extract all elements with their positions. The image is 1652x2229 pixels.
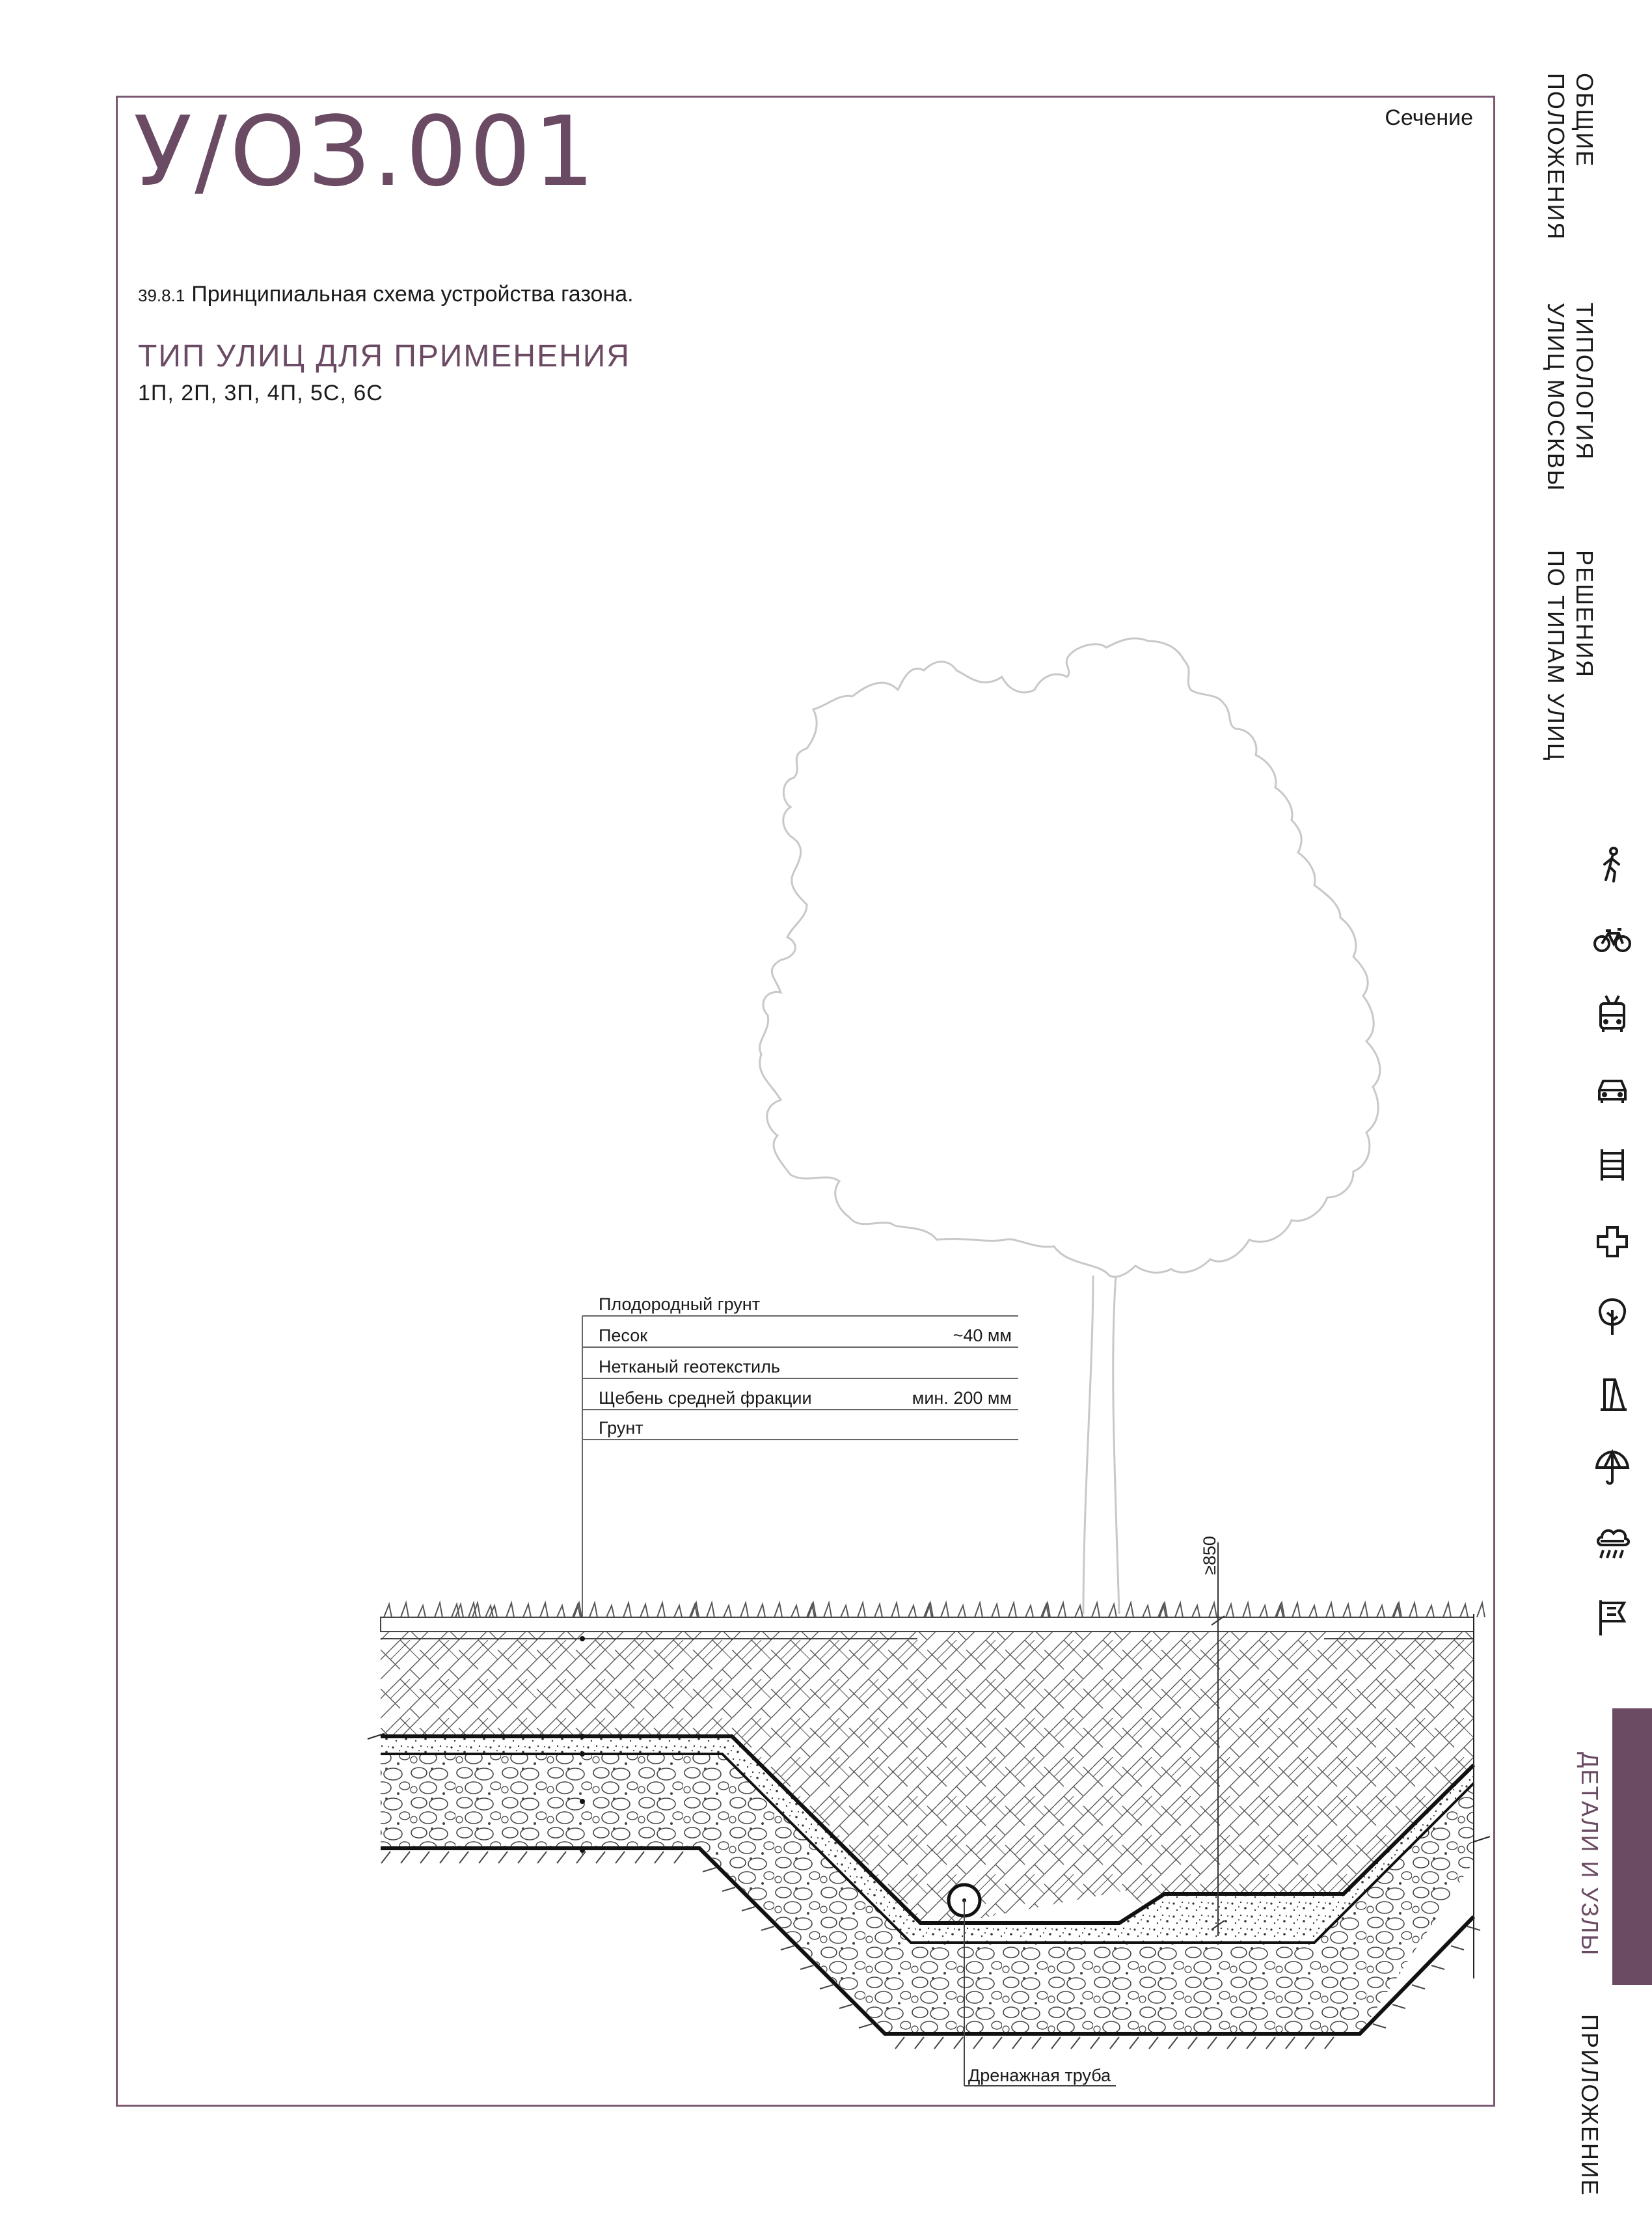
nav-street-typology[interactable] bbox=[1541, 303, 1599, 492]
nav-label-line: ПРИЛОЖЕНИЕ bbox=[1577, 2014, 1603, 2196]
layer-label: Грунт bbox=[599, 1418, 643, 1438]
caption-text: Принципиальная схема устройства газона. bbox=[191, 282, 634, 307]
layer-label: Щебень средней фракции bbox=[599, 1388, 812, 1408]
lamp-icon[interactable] bbox=[1593, 1373, 1632, 1412]
nav-label-line: ПОЛОЖЕНИЯ bbox=[1543, 73, 1569, 241]
document-code: У/ОЗ.001 bbox=[133, 96, 597, 208]
trolleybus-icon[interactable] bbox=[1593, 994, 1632, 1033]
rain-cloud-icon[interactable] bbox=[1593, 1523, 1632, 1562]
caption-number: 39.8.1 bbox=[138, 286, 185, 305]
pedestrian-icon[interactable] bbox=[1593, 845, 1632, 884]
depth-label: ≥850 bbox=[1200, 1536, 1219, 1575]
nav-label-line: ОБЩИЕ bbox=[1571, 73, 1598, 168]
first-aid-icon[interactable] bbox=[1593, 1222, 1632, 1261]
bicycle-icon[interactable] bbox=[1593, 919, 1632, 958]
nav-label-line: ТИПОЛОГИЯ bbox=[1571, 303, 1598, 461]
nav-street-type-solutions[interactable] bbox=[1541, 550, 1599, 761]
layer-label: Песок bbox=[599, 1326, 648, 1345]
car-icon[interactable] bbox=[1593, 1071, 1632, 1110]
umbrella-icon[interactable] bbox=[1593, 1448, 1632, 1487]
street-types-title: ТИП УЛИЦ ДЛЯ ПРИМЕНЕНИЯ bbox=[138, 339, 630, 374]
nav-general-provisions[interactable] bbox=[1541, 73, 1599, 240]
nav-details-nodes[interactable] bbox=[1575, 1752, 1604, 1956]
crosswalk-icon[interactable] bbox=[1593, 1147, 1632, 1186]
street-types-list: 1П, 2П, 3П, 4П, 5С, 6С bbox=[138, 381, 383, 405]
nav-label-line: ДЕТАЛИ И УЗЛЫ bbox=[1577, 1752, 1603, 1957]
nav-label-line: ПО ТИПАМ УЛИЦ bbox=[1543, 550, 1569, 762]
nav-appendix[interactable] bbox=[1575, 2014, 1604, 2196]
nav-active-marker bbox=[1612, 1708, 1652, 1985]
layer-thickness: ~40 мм bbox=[953, 1326, 1012, 1345]
layer-label: Нетканый геотекстиль bbox=[599, 1357, 780, 1376]
nav-label-line: УЛИЦ МОСКВЫ bbox=[1543, 303, 1569, 492]
tree-icon[interactable] bbox=[1593, 1297, 1632, 1336]
section-label: Сечение bbox=[1385, 105, 1473, 130]
layer-label: Плодородный грунт bbox=[599, 1294, 761, 1314]
flag-icon[interactable] bbox=[1593, 1598, 1632, 1637]
layer-thickness: мин. 200 мм bbox=[912, 1388, 1012, 1408]
pipe-label: Дренажная труба bbox=[968, 2066, 1111, 2085]
nav-label-line: РЕШЕНИЯ bbox=[1571, 550, 1598, 678]
